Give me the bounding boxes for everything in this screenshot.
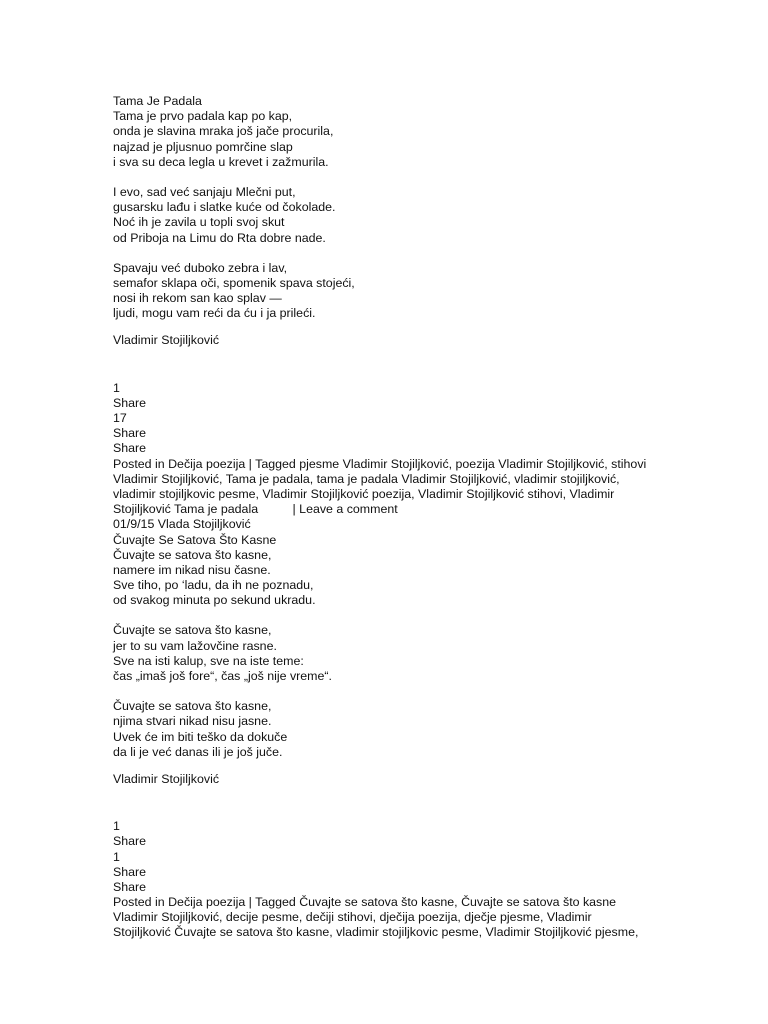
share-count: 17 [113, 411, 127, 425]
share-button[interactable]: Share [113, 395, 147, 410]
poem-line: da li je već danas ili je još juče. [113, 744, 283, 759]
poem-line: Spavaju već duboko zebra i lav, [113, 260, 288, 275]
stanza-spacer [113, 170, 673, 185]
poem-author: Vladimir Stojiljković [113, 771, 220, 786]
post-meta-line[interactable]: Vladimir Stojiljković, decije pesme, dečiji stihovi, dječija poezija, dječje pjesme, Vladimir [113, 910, 592, 925]
share-button[interactable]: Share [113, 426, 147, 441]
post-tama-je-padala [113, 94, 673, 517]
document-page [113, 94, 673, 941]
stanza-spacer [113, 760, 673, 772]
poem-line: Čuvajte se satova što kasne, [113, 623, 272, 638]
share-count: 1 [113, 819, 120, 834]
post-meta-line[interactable]: Posted in Dečija poezija | Tagged pjesme Vladimir Stojiljković, poezija Vladimir Stojiljković, stihovi [113, 456, 647, 471]
post-meta-line[interactable]: Stojiljković Čuvajte se satova što kasne, vladimir stojiljkovic pesme, Vladimir Stojiljković pjesme, [113, 925, 639, 940]
poem-line: Čuvajte se satova što kasne, [113, 547, 272, 562]
poem-line: Uvek će im biti teško da dokuče [113, 729, 288, 744]
poem-stanza [113, 699, 673, 760]
poem-line: I evo, sad već sanjaju Mlečni put, [113, 184, 296, 199]
poem-stanza [113, 261, 673, 322]
share-count: 1 [113, 849, 120, 864]
post-meta-line[interactable]: vladimir stojiljkovic pesme, Vladimir Stojiljković poezija, Vladimir Stojiljković stihovi, Vladimir [113, 486, 615, 501]
poem-line: namere im nikad nisu časne. [113, 562, 271, 577]
poem-line: Čuvajte se satova što kasne, [113, 699, 272, 714]
stanza-spacer [113, 608, 673, 623]
share-button[interactable]: Share [113, 879, 147, 894]
poem-stanza [113, 548, 673, 609]
poem-stanza [113, 623, 673, 684]
poem-line: Sve tiho, po ‘ladu, da ih ne poznadu, [113, 578, 314, 593]
poem-line: najzad je pljusnuo pomrčine slap [113, 139, 293, 154]
poem-line: Sve na isti kalup, sve na iste teme: [113, 653, 304, 668]
poem-line: gusarsku lađu i slatke kuće od čokolade. [113, 200, 336, 215]
poem-line: nosi ih rekom san kao splav — [113, 291, 282, 306]
poem-line: jer to su vam lažovčine rasne. [113, 638, 277, 653]
share-block [113, 819, 673, 895]
poem-line: od Priboja na Limu do Rta dobre nade. [113, 230, 326, 245]
poem-line: i sva su deca legla u krevet i zažmurila. [113, 154, 329, 169]
post-meta [113, 895, 673, 941]
poem-line: onda je slavina mraka još jače procurila, [113, 124, 334, 139]
section-spacer [113, 787, 673, 819]
share-count: 1 [113, 380, 120, 395]
poem-line: ljudi, mogu vam reći da ću i ja prileći. [113, 306, 316, 321]
poem-title[interactable]: Čuvajte Se Satova Što Kasne [113, 532, 277, 547]
share-button[interactable]: Share [113, 441, 147, 456]
poem-author: Vladimir Stojiljković [113, 333, 220, 348]
post-meta-line[interactable]: Posted in Dečija poezija | Tagged Čuvajte se satova što kasne, Čuvajte se satova što kasne [113, 895, 617, 910]
poem-line: Noć ih je zavila u topli svoj skut [113, 215, 285, 230]
stanza-spacer [113, 246, 673, 261]
share-block [113, 381, 673, 457]
poem-line: od svakog minuta po sekund ukradu. [113, 593, 316, 608]
stanza-spacer [113, 321, 673, 333]
poem-stanza [113, 109, 673, 170]
post-dateline: 01/9/15 Vlada Stojiljković [113, 517, 251, 532]
poem-line: njima stvari nikad nisu jasne. [113, 714, 272, 729]
poem-line: Tama je prvo padala kap po kap, [113, 109, 293, 124]
post-cuvajte-se-satova [113, 517, 673, 940]
post-meta-line[interactable]: Vladimir Stojiljković, Tama je padala, tama je padala Vladimir Stojiljković, vladimir stojiljković, [113, 471, 620, 486]
share-button[interactable]: Share [113, 864, 147, 879]
share-button[interactable]: Share [113, 834, 147, 849]
poem-title: Tama Je Padala [113, 94, 202, 108]
post-meta-line[interactable]: Stojiljković Tama je padala | Leave a comment [113, 502, 398, 517]
section-spacer [113, 349, 673, 381]
post-meta [113, 457, 673, 518]
stanza-spacer [113, 684, 673, 699]
poem-stanza [113, 185, 673, 246]
poem-line: semafor sklapa oči, spomenik spava stojeći, [113, 275, 355, 290]
poem-line: čas „imaš još fore“, čas „još nije vreme“. [113, 669, 332, 683]
